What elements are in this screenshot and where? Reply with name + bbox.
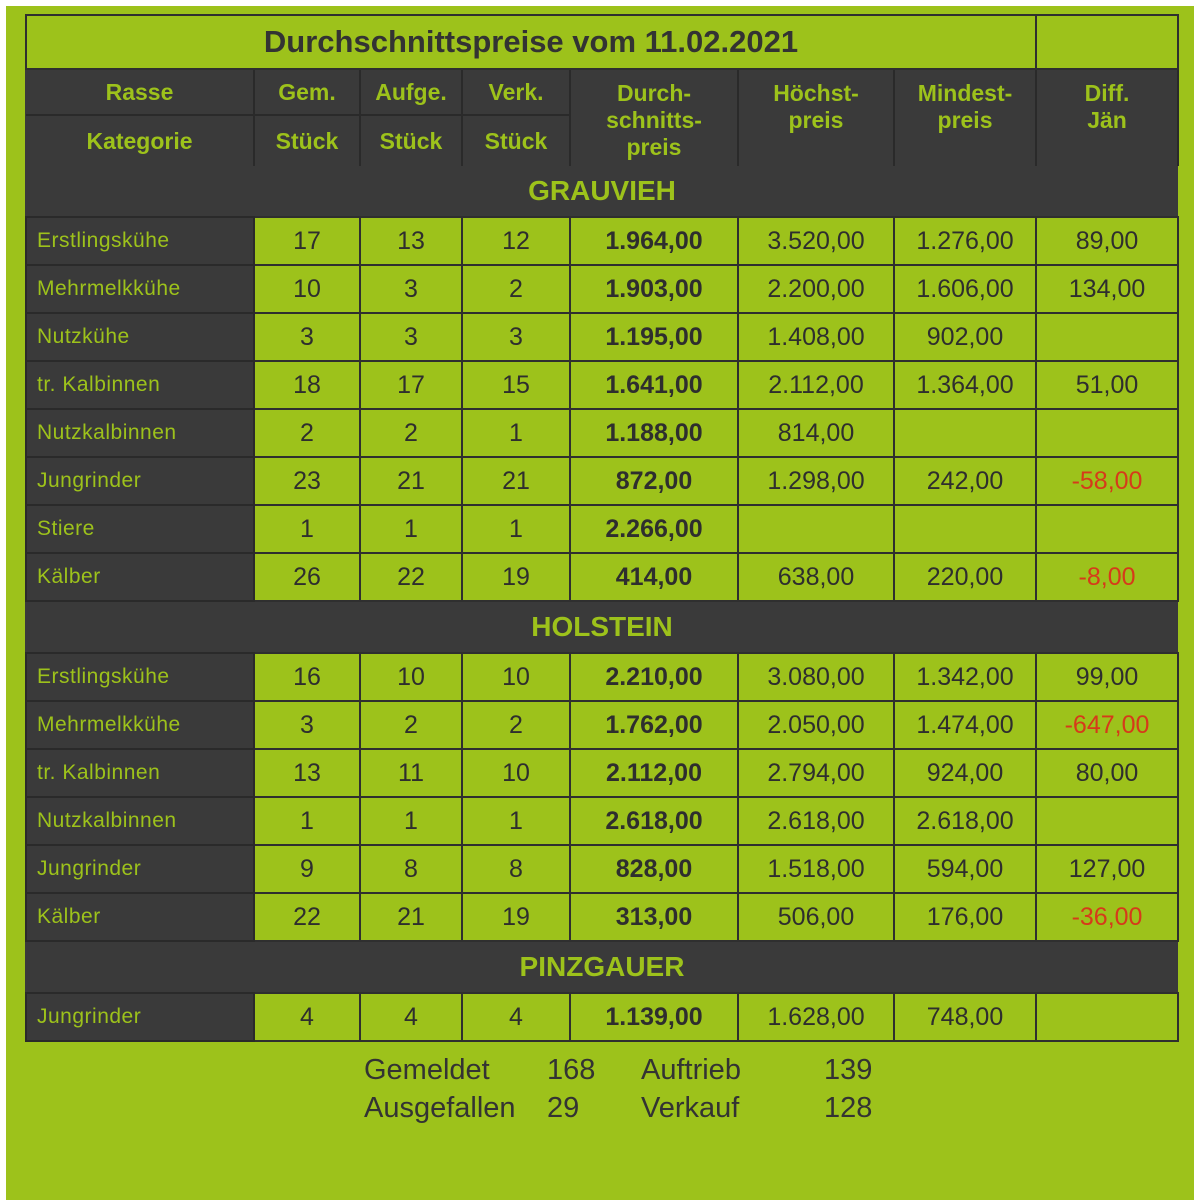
verkauft-cell: 19 [462,893,570,941]
gemeldet-cell: 26 [254,553,360,601]
gemeldet-cell: 4 [254,993,360,1041]
aufgetrieben-cell: 13 [360,217,462,265]
mindestpreis-cell [894,505,1036,553]
verkauft-cell: 21 [462,457,570,505]
table-row [26,845,1178,893]
hoechstpreis-cell: 2.200,00 [738,265,894,313]
verkauft-cell: 3 [462,313,570,361]
table-row [26,265,1178,313]
verkauft-cell: 8 [462,845,570,893]
diff-cell: 127,00 [1036,845,1178,893]
aufgetrieben-cell: 8 [360,845,462,893]
diff-cell: 80,00 [1036,749,1178,797]
diff-cell: -8,00 [1036,553,1178,601]
durchschnittspreis-cell: 872,00 [570,457,738,505]
durchschnittspreis-cell: 1.188,00 [570,409,738,457]
header-verk: Verk. [462,69,570,115]
verkauft-cell: 1 [462,505,570,553]
section-header [26,601,1178,653]
table-row [26,217,1178,265]
header-rasse: Rasse [26,69,254,115]
category-label: Erstlingskühe [26,217,254,265]
section-header [26,166,1178,217]
category-label: Stiere [26,505,254,553]
auftrieb-value: 139 [824,1054,873,1086]
category-label: Erstlingskühe [26,653,254,701]
durchschnittspreis-cell: 1.195,00 [570,313,738,361]
table-row [26,409,1178,457]
aufgetrieben-cell: 4 [360,993,462,1041]
hoechstpreis-cell: 3.080,00 [738,653,894,701]
diff-cell: 134,00 [1036,265,1178,313]
hoechstpreis-cell: 2.050,00 [738,701,894,749]
hoechstpreis-cell: 1.408,00 [738,313,894,361]
aufgetrieben-cell: 1 [360,797,462,845]
durchschnittspreis-cell: 1.139,00 [570,993,738,1041]
durchschnittspreis-cell: 414,00 [570,553,738,601]
durchschnittspreis-cell: 2.112,00 [570,749,738,797]
diff-cell: 51,00 [1036,361,1178,409]
mindestpreis-cell: 1.606,00 [894,265,1036,313]
mindestpreis-cell [894,409,1036,457]
table-row [26,749,1178,797]
durchschnittspreis-cell: 1.903,00 [570,265,738,313]
mindestpreis-cell: 1.276,00 [894,217,1036,265]
hoechstpreis-cell: 2.618,00 [738,797,894,845]
table-body [26,166,1178,1041]
verkauft-cell: 2 [462,701,570,749]
table-row [26,993,1178,1041]
category-label: Mehrmelkkühe [26,265,254,313]
diff-cell [1036,993,1178,1041]
durchschnittspreis-cell: 2.266,00 [570,505,738,553]
table-row [26,797,1178,845]
mindestpreis-cell: 220,00 [894,553,1036,601]
category-label: tr. Kalbinnen [26,749,254,797]
mindestpreis-cell: 902,00 [894,313,1036,361]
verkauft-cell: 4 [462,993,570,1041]
aufgetrieben-cell: 21 [360,893,462,941]
category-label: tr. Kalbinnen [26,361,254,409]
gemeldet-cell: 3 [254,313,360,361]
page-title: Durchschnittspreise vom 11.02.2021 [26,15,1036,69]
section-title: PINZGAUER [26,941,1178,993]
durchschnittspreis-cell: 828,00 [570,845,738,893]
aufgetrieben-cell: 21 [360,457,462,505]
category-label: Jungrinder [26,993,254,1041]
hoechstpreis-cell [738,505,894,553]
table-row [26,505,1178,553]
section-title: GRAUVIEH [26,166,1178,217]
diff-cell [1036,505,1178,553]
gemeldet-cell: 2 [254,409,360,457]
category-label: Nutzkalbinnen [26,797,254,845]
table-row [26,361,1178,409]
summary-block [364,1051,924,1127]
aufgetrieben-cell: 3 [360,265,462,313]
category-label: Mehrmelkkühe [26,701,254,749]
mindestpreis-cell: 1.474,00 [894,701,1036,749]
gemeldet-cell: 17 [254,217,360,265]
hoechstpreis-cell: 506,00 [738,893,894,941]
mindestpreis-cell: 242,00 [894,457,1036,505]
category-label: Nutzkühe [26,313,254,361]
verkauft-cell: 19 [462,553,570,601]
gemeldet-cell: 13 [254,749,360,797]
header-mindestpreis: Mindest- preis [894,69,1036,166]
header-aufge-stueck: Stück [360,115,462,166]
hoechstpreis-cell: 3.520,00 [738,217,894,265]
mindestpreis-cell: 924,00 [894,749,1036,797]
table-row [26,653,1178,701]
category-label: Kälber [26,553,254,601]
diff-cell [1036,409,1178,457]
durchschnittspreis-cell: 2.210,00 [570,653,738,701]
diff-cell: 99,00 [1036,653,1178,701]
durchschnittspreis-cell: 1.641,00 [570,361,738,409]
aufgetrieben-cell: 22 [360,553,462,601]
category-label: Jungrinder [26,457,254,505]
gemeldet-cell: 22 [254,893,360,941]
header-kategorie: Kategorie [26,115,254,166]
diff-cell: -36,00 [1036,893,1178,941]
aufgetrieben-cell: 17 [360,361,462,409]
gemeldet-value: 168 [547,1054,596,1086]
verkauft-cell: 12 [462,217,570,265]
aufgetrieben-cell: 2 [360,701,462,749]
gemeldet-cell: 18 [254,361,360,409]
hoechstpreis-cell: 1.298,00 [738,457,894,505]
verkauft-cell: 15 [462,361,570,409]
header-diff: Diff. Jän [1036,69,1178,166]
hoechstpreis-cell: 1.628,00 [738,993,894,1041]
hoechstpreis-cell: 2.794,00 [738,749,894,797]
diff-cell: 89,00 [1036,217,1178,265]
gemeldet-label: Gemeldet [364,1054,490,1086]
table-row [26,457,1178,505]
diff-cell [1036,313,1178,361]
durchschnittspreis-cell: 2.618,00 [570,797,738,845]
verkauft-cell: 10 [462,653,570,701]
summary-line-2 [364,1089,924,1127]
hoechstpreis-cell: 638,00 [738,553,894,601]
title-blank-cell [1036,15,1178,69]
durchschnittspreis-cell: 313,00 [570,893,738,941]
verkauf-label: Verkauf [641,1092,740,1124]
table-row [26,313,1178,361]
verkauft-cell: 1 [462,797,570,845]
header-durchschnittspreis: Durch- schnitts- preis [570,69,738,166]
aufgetrieben-cell: 1 [360,505,462,553]
category-label: Nutzkalbinnen [26,409,254,457]
mindestpreis-cell: 748,00 [894,993,1036,1041]
table-row [26,701,1178,749]
summary-line-1 [364,1051,924,1089]
table-row [26,553,1178,601]
verkauft-cell: 10 [462,749,570,797]
diff-cell [1036,797,1178,845]
aufgetrieben-cell: 3 [360,313,462,361]
mindestpreis-cell: 594,00 [894,845,1036,893]
durchschnittspreis-cell: 1.964,00 [570,217,738,265]
category-label: Jungrinder [26,845,254,893]
durchschnittspreis-cell: 1.762,00 [570,701,738,749]
mindestpreis-cell: 176,00 [894,893,1036,941]
ausgefallen-value: 29 [547,1092,580,1124]
price-table-wrapper [25,14,1177,1042]
aufgetrieben-cell: 11 [360,749,462,797]
gemeldet-cell: 3 [254,701,360,749]
header-aufge: Aufge. [360,69,462,115]
mindestpreis-cell: 1.342,00 [894,653,1036,701]
price-table [25,14,1179,1042]
auftrieb-label: Auftrieb [641,1054,741,1086]
gemeldet-cell: 1 [254,797,360,845]
category-label: Kälber [26,893,254,941]
mindestpreis-cell: 1.364,00 [894,361,1036,409]
gemeldet-cell: 23 [254,457,360,505]
hoechstpreis-cell: 1.518,00 [738,845,894,893]
hoechstpreis-cell: 814,00 [738,409,894,457]
aufgetrieben-cell: 2 [360,409,462,457]
section-title: HOLSTEIN [26,601,1178,653]
mindestpreis-cell: 2.618,00 [894,797,1036,845]
ausgefallen-label: Ausgefallen [364,1092,516,1124]
header-verk-stueck: Stück [462,115,570,166]
table-row [26,893,1178,941]
header-gem: Gem. [254,69,360,115]
diff-cell: -647,00 [1036,701,1178,749]
hoechstpreis-cell: 2.112,00 [738,361,894,409]
aufgetrieben-cell: 10 [360,653,462,701]
diff-cell: -58,00 [1036,457,1178,505]
header-hoechstpreis: Höchst- preis [738,69,894,166]
section-header [26,941,1178,993]
gemeldet-cell: 9 [254,845,360,893]
price-sheet [6,6,1194,1200]
verkauft-cell: 1 [462,409,570,457]
verkauf-value: 128 [824,1092,873,1124]
gemeldet-cell: 1 [254,505,360,553]
gemeldet-cell: 16 [254,653,360,701]
header-gem-stueck: Stück [254,115,360,166]
verkauft-cell: 2 [462,265,570,313]
gemeldet-cell: 10 [254,265,360,313]
